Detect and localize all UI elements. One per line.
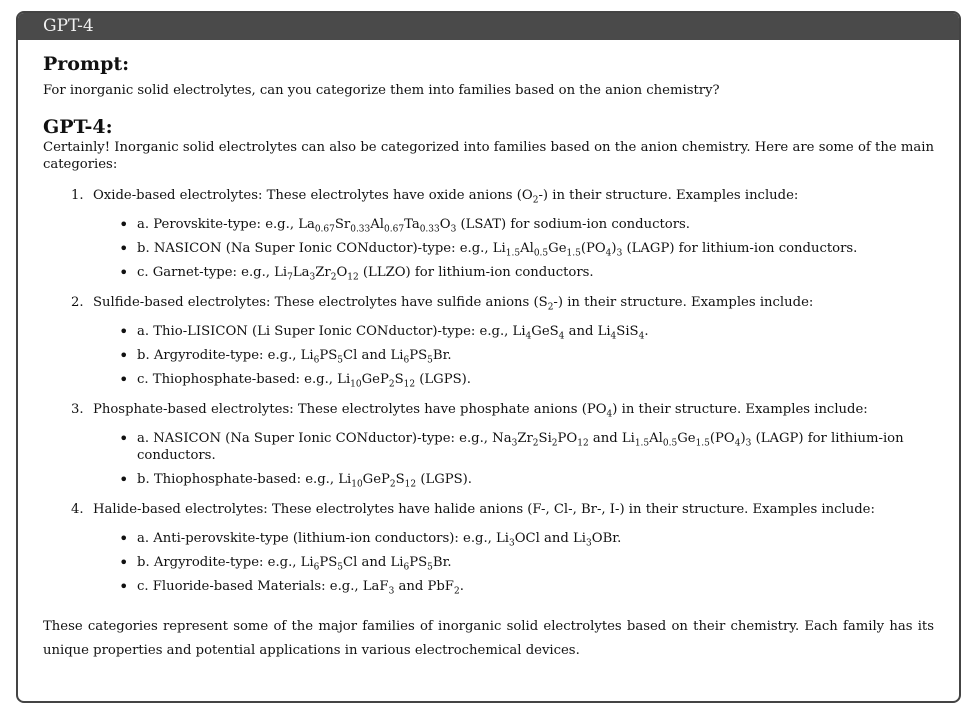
example-item: • c. Thiophosphate-based: e.g., $Li_{10}GeP_2S_{12}$ (LGPS). xyxy=(119,371,934,388)
example-list xyxy=(71,430,934,488)
example-item: • a. Thio-LISICON (Li Super Ionic CONductor)-type: e.g., $Li_4GeS_4$ and $Li_4SiS_4$. xyxy=(119,323,934,340)
response-outro: These categories represent some of the major families of inorganic solid electrolytes based on their chemistry. Each family has its unique properties and potential applications in various electrochemical devices. xyxy=(43,619,934,658)
example-list xyxy=(71,216,934,281)
family-text: Oxide-based electrolytes: These electrolytes have oxide anions $(O_2-)$ in their structure. Examples include: xyxy=(93,188,799,206)
example-item: • b. Thiophosphate-based: e.g., $Li_{10}GeP_2S_{12}$ (LGPS). xyxy=(119,471,934,488)
family-item xyxy=(71,501,934,595)
family-item xyxy=(71,187,934,281)
card-title: GPT-4 xyxy=(18,13,959,40)
example-list xyxy=(71,323,934,388)
family-text: Phosphate-based electrolytes: These electrolytes have phosphate anions $(PO_4)$ in their structure. Examples include: xyxy=(93,402,868,420)
example-item: • a. NASICON (Na Super Ionic CONductor)-type: e.g., $Na_3Zr_2Si_2PO_{12}$ and $Li_{1.5}Al_{0.5}Ge_{1.5}(PO_4)_3$ (LAGP) for lithium-ion conductors. xyxy=(119,430,934,464)
response-heading: GPT-4: xyxy=(43,116,113,138)
example-item: • c. Garnet-type: e.g., $Li_7La_3Zr_2O_{12}$ (LLZO) for lithium-ion conductors. xyxy=(119,264,934,281)
example-item: • a. Perovskite-type: e.g., $La_{0.67}Sr_{0.33}Al_{0.67}Ta_{0.33}O_3$ (LSAT) for sodium-ion conductors. xyxy=(119,216,934,233)
family-text: Sulfide-based electrolytes: These electrolytes have sulfide anions $(S_2-)$ in their structure. Examples include: xyxy=(93,295,814,313)
family-list xyxy=(43,187,934,595)
prompt-text: For inorganic solid electrolytes, can you categorize them into families based on the anion chemistry? xyxy=(43,83,720,98)
family-number: 2. xyxy=(71,295,84,310)
family-number: 1. xyxy=(71,188,84,203)
example-list xyxy=(71,530,934,595)
example-item: • c. Fluoride-based Materials: e.g., LaF$_3$ and PbF$_2$. xyxy=(119,578,934,595)
family-text: Halide-based electrolytes: These electrolytes have halide anions (F-, Cl-, Br-, I-) in their structure. Examples include: xyxy=(93,502,875,517)
example-item: • b. Argyrodite-type: e.g., $Li_6PS_5Cl$ and $Li_6PS_5Br$. xyxy=(119,347,934,364)
card-content xyxy=(18,40,959,663)
response-intro: Certainly! Inorganic solid electrolytes can also be categorized into families based on the anion chemistry. Here are some of the main categories: xyxy=(43,140,934,172)
example-item: • b. NASICON (Na Super Ionic CONductor)-type: e.g., $Li_{1.5}Al_{0.5}Ge_{1.5}(PO_4)_3$ (LAGP) for lithium-ion conductors. xyxy=(119,240,934,257)
example-item: • a. Anti-perovskite-type (lithium-ion conductors): e.g., $Li_3OCl$ and $Li_3OBr$. xyxy=(119,530,934,547)
response-card xyxy=(16,11,961,703)
family-item xyxy=(71,294,934,388)
family-item xyxy=(71,401,934,488)
family-number: 3. xyxy=(71,402,84,417)
example-item: • b. Argyrodite-type: e.g., $Li_6PS_5Cl$ and $Li_6PS_5Br$. xyxy=(119,554,934,571)
prompt-heading: Prompt: xyxy=(43,53,130,75)
family-number: 4. xyxy=(71,502,84,517)
